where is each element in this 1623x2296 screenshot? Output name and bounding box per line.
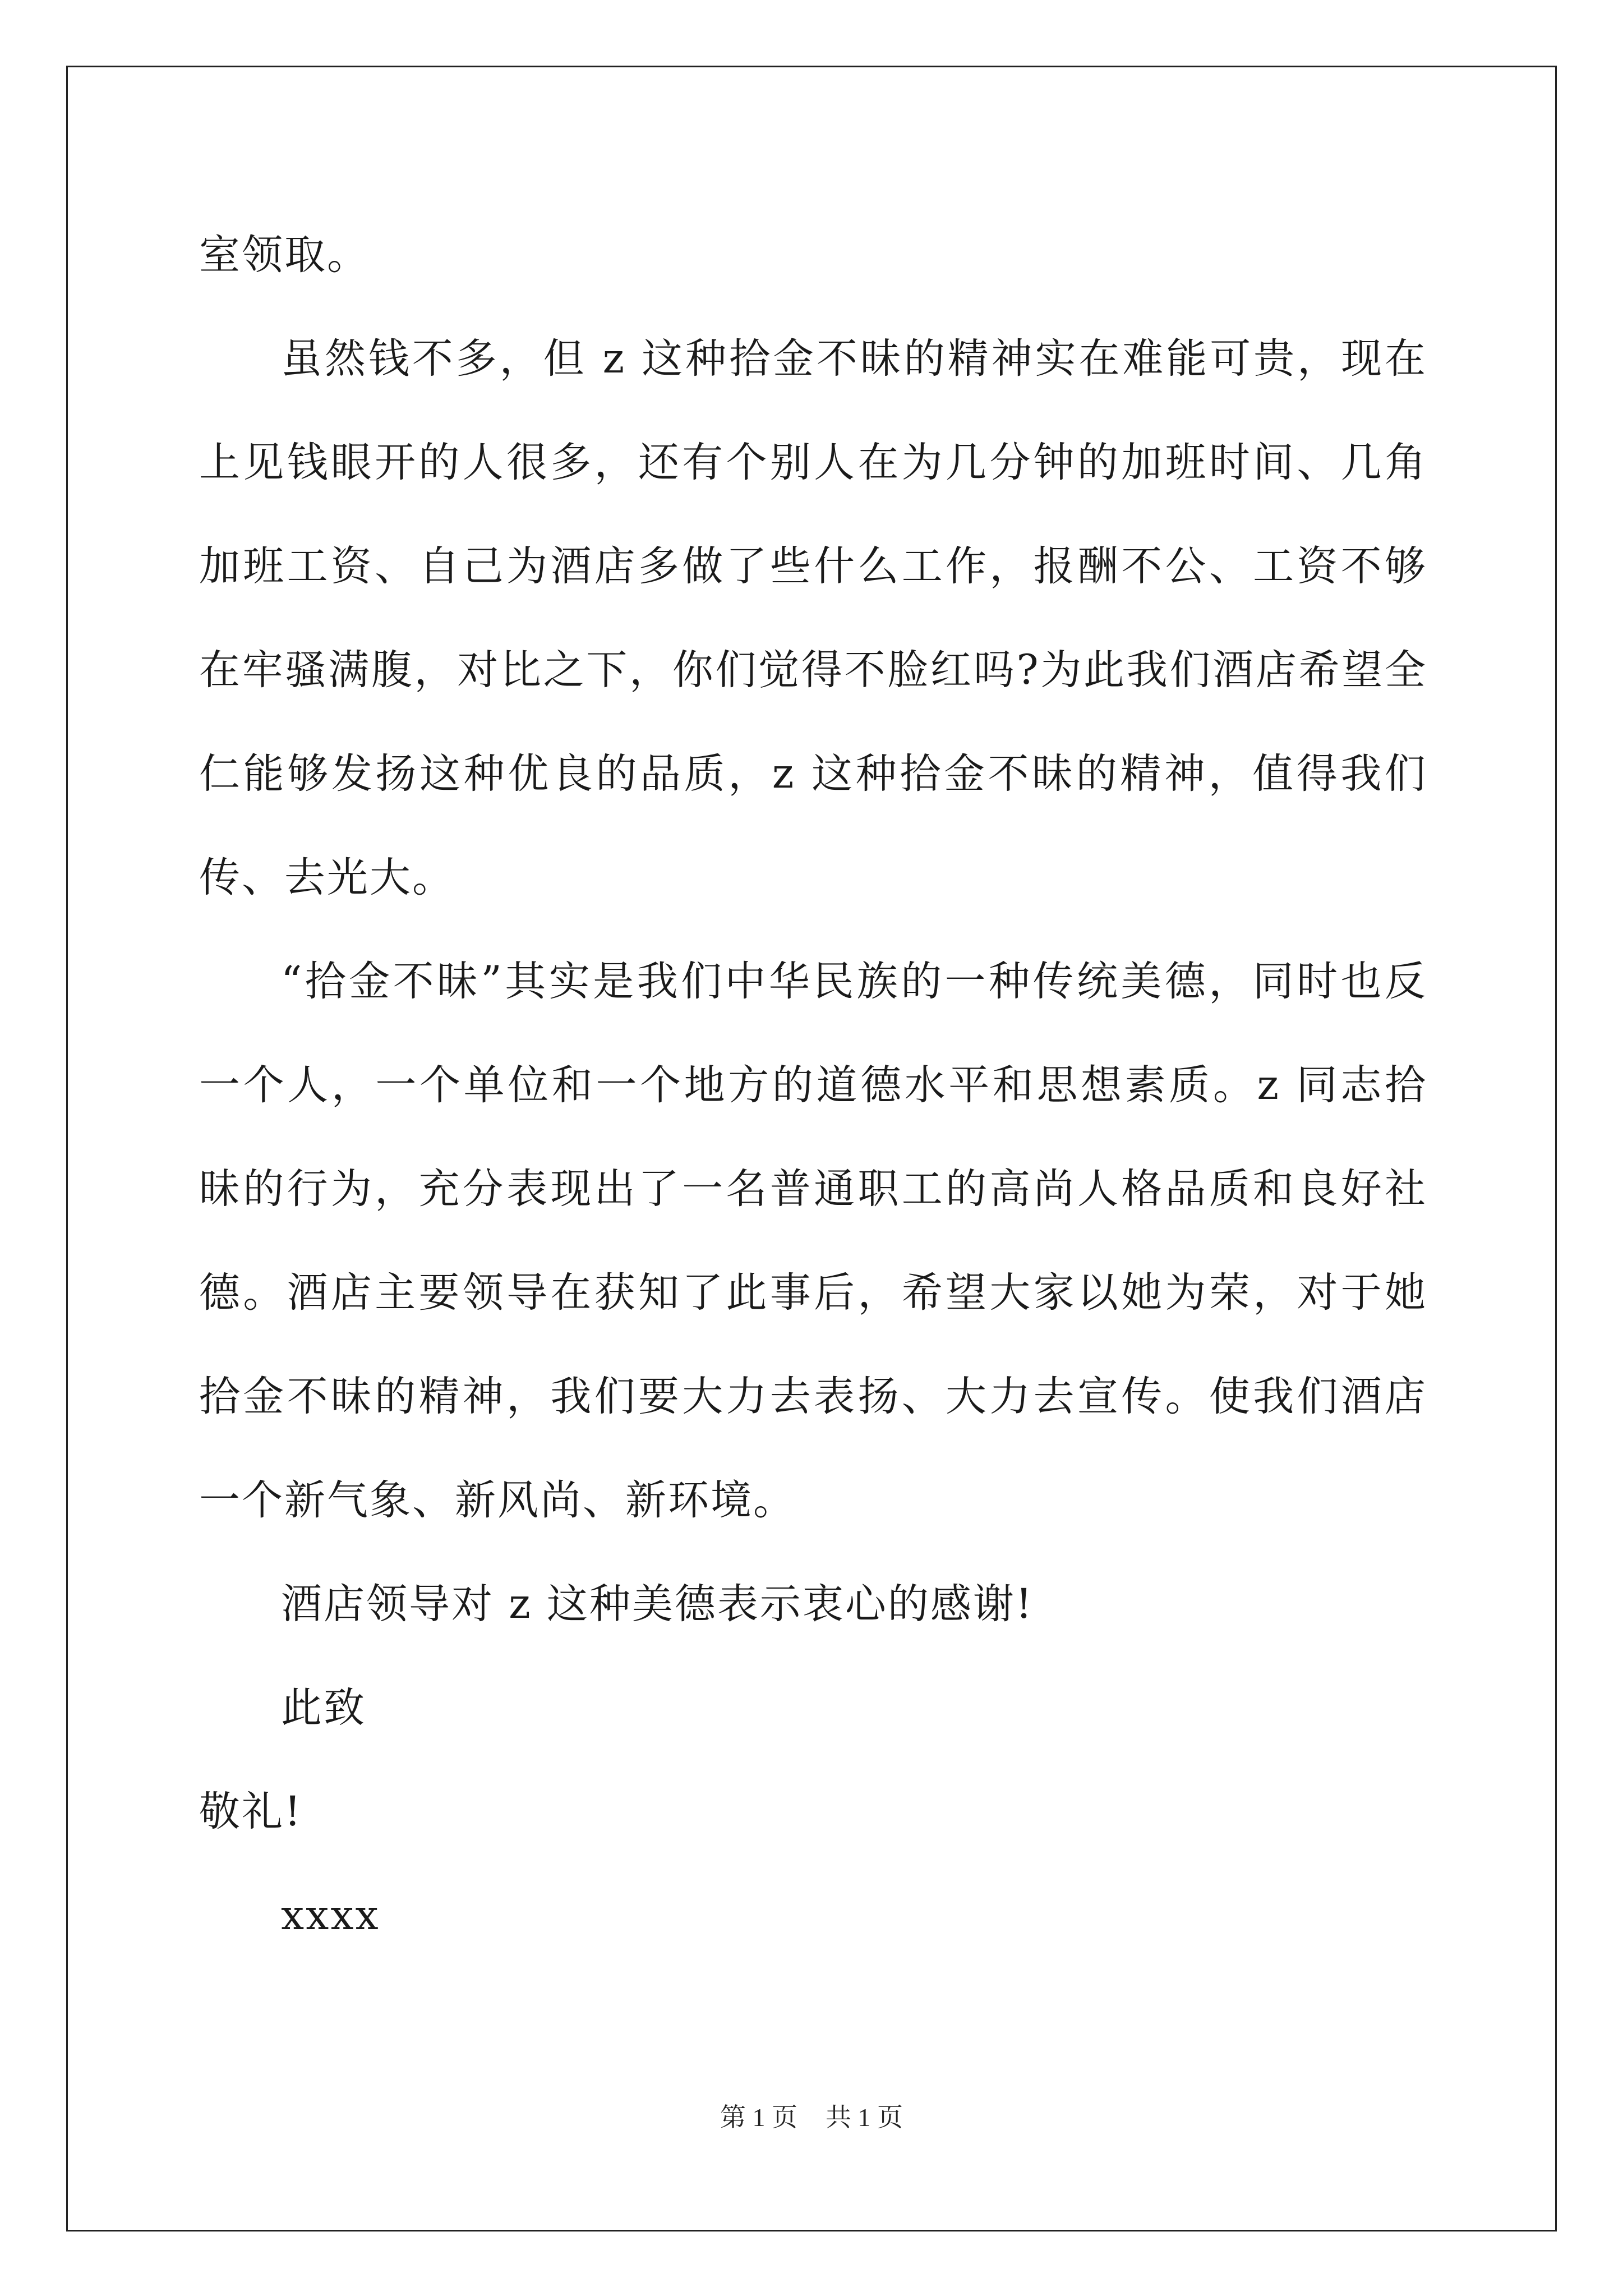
text-line: 一个人，一个单位和一个地方的道德水平和思想素质。z 同志拾: [199, 1061, 1427, 1109]
text-line: 在牢骚满腹，对比之下，你们觉得不脸红吗?为此我们酒店希望全: [199, 646, 1427, 694]
page-number: 第 1 页: [720, 2103, 797, 2132]
text-line: 加班工资、自己为酒店多做了些什么工作，报酬不公、工资不够: [199, 542, 1427, 590]
paragraph-start: 虽然钱不多，但 z 这种拾金不昧的精神实在难能可贵，现在: [281, 335, 1427, 383]
text-line: 一个新气象、新风尚、新环境。: [199, 1476, 796, 1524]
page-total: 共 1 页: [826, 2103, 903, 2132]
text-line: 拾金不昧的精神，我们要大力去表扬、大力去宣传。使我们酒店: [199, 1373, 1427, 1420]
paragraph-start: “拾金不昧”其实是我们中华民族的一种传统美德，同时也反: [281, 958, 1427, 1005]
letter-body: [199, 203, 1427, 1967]
text-line: 传、去光大。: [199, 854, 455, 901]
closing-line: 此致: [281, 1684, 366, 1732]
text-line: 德。酒店主要领导在获知了此事后，希望大家以她为荣，对于她: [199, 1269, 1427, 1317]
text-line: 昧的行为，充分表现出了一名普通职工的高尚人格品质和良好社: [199, 1165, 1427, 1213]
text-line: 上见钱眼开的人很多，还有个别人在为几分钟的加班时间、几角: [199, 439, 1427, 486]
text-line: 室领取。: [199, 231, 370, 279]
page-footer: [0, 2101, 1623, 2134]
thanks-line: 酒店领导对 z 这种美德表示衷心的感谢!: [281, 1580, 1034, 1628]
signature-line: xxxx: [281, 1892, 380, 1939]
text-line: 仁能够发扬这种优良的品质，z 这种拾金不昧的精神，值得我们: [199, 750, 1427, 798]
salutation-line: 敬礼!: [199, 1788, 303, 1835]
